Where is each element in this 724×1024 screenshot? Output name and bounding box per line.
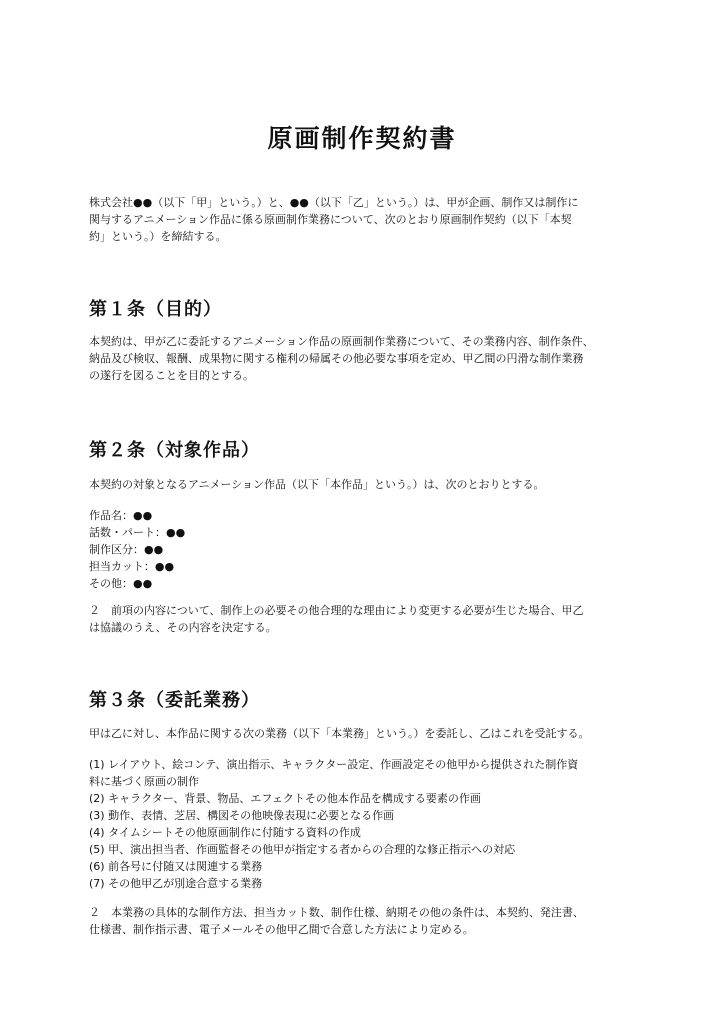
article2-item-list bbox=[89, 507, 649, 592]
article3-paragraph-2 bbox=[89, 904, 649, 938]
article1-line: 納品及び検収、報酬、成果物に関する権利の帰属その他必要な事項を定め、甲乙間の円滑な制作業務 bbox=[89, 352, 584, 365]
list-item: 制作区分：●● bbox=[89, 543, 164, 556]
preamble-line: 株式会社●●（以下「甲」という。）と、●●（以下「乙」という。）は、甲が企画、制作又は制作に bbox=[89, 196, 579, 209]
list-item: (7) その他甲乙が別途合意する業務 bbox=[89, 877, 263, 890]
article2-paragraph-2 bbox=[89, 602, 649, 636]
preamble-line: 関与するアニメーション作品に係る原画制作業務について、次のとおり原画制作契約（以下「本契 bbox=[89, 213, 572, 226]
article2-heading: 第２条（対象作品） bbox=[89, 440, 260, 461]
article2-para2-line: ２ 前項の内容について、制作上の必要その他合理的な理由により変更する必要が生じた場合、甲乙 bbox=[89, 604, 584, 617]
article2-intro: 本契約の対象となるアニメーション作品（以下「本作品」という。）は、次のとおりとする。 bbox=[89, 478, 545, 491]
article1-paragraph bbox=[89, 333, 649, 384]
list-item: その他：●● bbox=[89, 577, 153, 590]
list-item: 料に基づく原画の制作 bbox=[89, 775, 199, 788]
article3-intro: 甲は乙に対し、本作品に関する次の業務（以下「本業務」という。）を委託し、乙はこれを受託する。 bbox=[89, 727, 590, 740]
article3-para2-line: ２ 本業務の具体的な制作方法、担当カット数、制作仕様、納期その他の条件は、本契約、発注書、 bbox=[89, 906, 584, 919]
list-item: 担当カット：●● bbox=[89, 560, 175, 573]
preamble-line: 約」という。）を締結する。 bbox=[89, 230, 227, 243]
preamble-paragraph bbox=[89, 194, 649, 245]
list-item: (2) キャラクター、背景、物品、エフェクトその他本作品を構成する要素の作画 bbox=[89, 792, 481, 805]
list-item: (3) 動作、表情、芝居、構図その他映像表現に必要となる作画 bbox=[89, 809, 395, 822]
article3-para2-line: 仕様書、制作指示書、電子メールその他甲乙間で合意した方法により定める。 bbox=[89, 923, 474, 936]
list-item: (5) 甲、演出担当者、作画監督その他甲が指定する者からの合理的な修正指示への対応 bbox=[89, 843, 516, 856]
article3-item-list bbox=[89, 756, 649, 892]
list-item: (1) レイアウト、絵コンテ、演出指示、キャラクター設定、作画設定その他甲から提供された制作資 bbox=[89, 758, 579, 771]
article1-line: の遂行を図ることを目的とする。 bbox=[89, 369, 254, 382]
document-title: 原画制作契約書 bbox=[267, 124, 457, 153]
article1-line: 本契約は、甲が乙に委託するアニメーション作品の原画制作業務について、その業務内容、制作条件、 bbox=[89, 335, 594, 348]
article1-heading: 第１条（目的） bbox=[89, 299, 222, 320]
article2-para2-line: は協議のうえ、その内容を決定する。 bbox=[89, 621, 277, 634]
list-item: (4) タイムシートその他原画制作に付随する資料の作成 bbox=[89, 826, 361, 839]
list-item: 作品名：●● bbox=[89, 509, 153, 522]
list-item: 話数・パート：●● bbox=[89, 526, 186, 539]
article3-heading: 第３条（委託業務） bbox=[89, 690, 260, 711]
list-item: (6) 前各号に付随又は関連する業務 bbox=[89, 860, 263, 873]
